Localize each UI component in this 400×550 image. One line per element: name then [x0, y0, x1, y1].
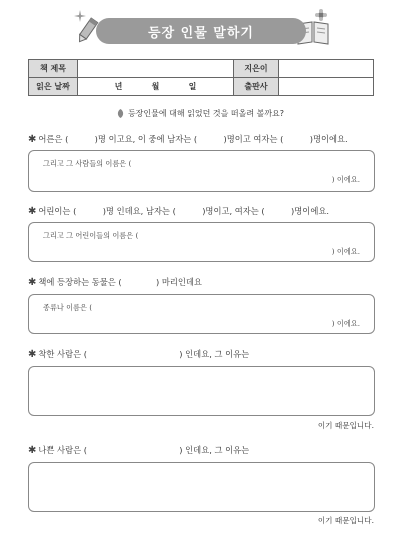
box-line: ) 이에요.	[331, 175, 360, 184]
question-text: 어린이는 ( )명 인데요, 남자는 ( )명이고, 여자는 ( )명이에요.	[38, 206, 329, 216]
question-text: 나쁜 사람은 ( ) 인데요, 그 이유는	[38, 445, 250, 455]
answer-box-good-person[interactable]	[28, 366, 375, 416]
box-line: ) 이에요.	[331, 247, 360, 256]
publisher-label: 출판사	[234, 78, 279, 96]
closing-text: 이기 때문입니다.	[317, 516, 374, 525]
box-line: 그리고 그 어린이들의 이름은 (	[43, 231, 139, 240]
star-icon: ✱	[28, 445, 37, 456]
page-title: 등장 인물 말하기	[96, 18, 306, 44]
flower-icon	[314, 8, 328, 22]
question-animals	[28, 276, 202, 288]
question-text: 착한 사람은 ( ) 인데요, 그 이유는	[38, 349, 250, 359]
prompt-text: 등장인물에 대해 읽었던 것을 떠올려 볼까요?	[127, 109, 285, 118]
sparkle-icon	[74, 10, 86, 22]
month-label: 월	[151, 82, 160, 91]
year-label: 년	[114, 82, 123, 91]
question-text: 책에 등장하는 동물은 ( ) 마리인데요	[38, 277, 202, 287]
read-date-label: 읽은 날짜	[29, 78, 78, 96]
answer-box-animals[interactable]	[28, 294, 375, 334]
publisher-field[interactable]	[279, 78, 374, 96]
read-date-field[interactable]	[78, 78, 234, 96]
box-line: 그리고 그 사람들의 이름은 (	[43, 159, 132, 168]
instruction-prompt	[0, 108, 400, 119]
book-info-table	[28, 59, 374, 96]
book-title-label: 책 제목	[29, 60, 78, 78]
star-icon: ✱	[28, 349, 37, 360]
author-field[interactable]	[279, 60, 374, 78]
question-children	[28, 205, 329, 217]
box-line: ) 이에요.	[331, 319, 360, 328]
author-label: 지은이	[234, 60, 279, 78]
star-icon: ✱	[28, 277, 37, 288]
answer-box-adults[interactable]	[28, 150, 375, 192]
star-icon: ✱	[28, 134, 37, 145]
answer-box-bad-person[interactable]	[28, 462, 375, 512]
question-bad-person	[28, 444, 249, 456]
leaf-icon	[116, 109, 125, 118]
star-icon: ✱	[28, 206, 37, 217]
question-adults	[28, 133, 348, 145]
closing-text: 이기 때문입니다.	[317, 421, 374, 430]
question-good-person	[28, 348, 249, 360]
book-title-field[interactable]	[78, 60, 234, 78]
day-label: 일	[188, 82, 197, 91]
question-text: 어른은 ( )명 이고요, 이 중에 남자는 ( )명이고 여자는 ( )명이에요.	[38, 134, 348, 144]
answer-box-children[interactable]	[28, 222, 375, 262]
box-line: 종류나 이름은 (	[43, 303, 93, 312]
